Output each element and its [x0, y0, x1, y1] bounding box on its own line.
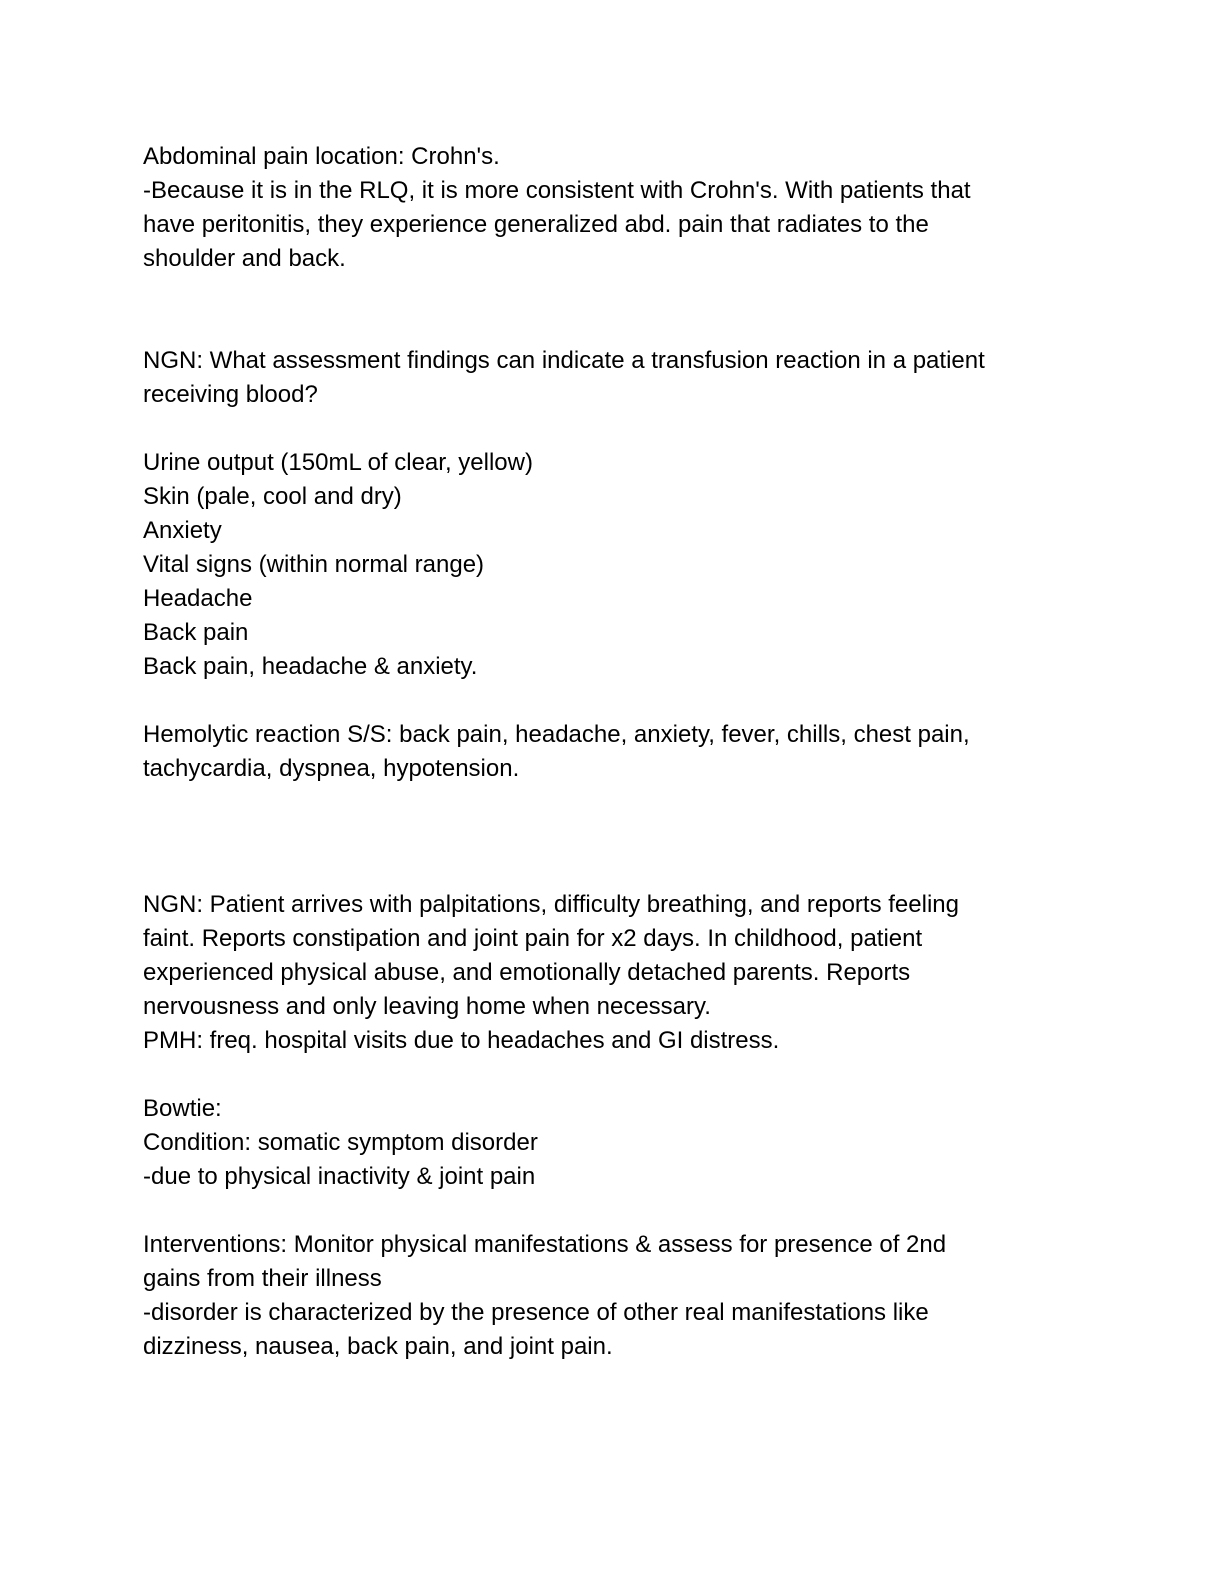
case-line: PMH: freq. hospital visits due to headaches and GI distress. [143, 1027, 780, 1054]
option-list [143, 446, 1083, 684]
list-item: Skin (pale, cool and dry) [143, 483, 402, 510]
text-line: tachycardia, dyspnea, hypotension. [143, 755, 520, 782]
case-line: nervousness and only leaving home when necessary. [143, 993, 711, 1020]
intervention-line: gains from their illness [143, 1265, 382, 1292]
list-item: Back pain, headache & anxiety. [143, 653, 478, 680]
list-item: Vital signs (within normal range) [143, 551, 485, 578]
intervention-line: -disorder is characterized by the presence of other real manifestations like [143, 1299, 929, 1326]
section-transfusion-reaction [143, 344, 1083, 786]
list-item: Urine output (150mL of clear, yellow) [143, 449, 533, 476]
bowtie-line: Condition: somatic symptom disorder [143, 1129, 538, 1156]
intervention-line: dizziness, nausea, back pain, and joint pain. [143, 1333, 613, 1360]
spacer [143, 786, 1083, 888]
intervention-line: Interventions: Monitor physical manifestations & assess for presence of 2nd [143, 1231, 947, 1258]
list-item: Headache [143, 585, 253, 612]
list-item: Anxiety [143, 517, 222, 544]
bowtie-line: -due to physical inactivity & joint pain [143, 1163, 536, 1190]
section-abdominal-pain [143, 140, 1083, 276]
text-line: -Because it is in the RLQ, it is more consistent with Crohn's. With patients that [143, 177, 971, 204]
text-line: Hemolytic reaction S/S: back pain, headache, anxiety, fever, chills, chest pain, [143, 721, 970, 748]
section-heading: Abdominal pain location: Crohn's. [143, 143, 500, 170]
spacer [143, 1058, 1083, 1092]
bowtie-line: Bowtie: [143, 1095, 222, 1122]
spacer [143, 412, 1083, 446]
case-line: faint. Reports constipation and joint pain for x2 days. In childhood, patient [143, 925, 923, 952]
spacer [143, 276, 1083, 344]
question-line: receiving blood? [143, 381, 318, 408]
section-somatic-case [143, 888, 1083, 1364]
text-line: shoulder and back. [143, 245, 346, 272]
case-line: experienced physical abuse, and emotionally detached parents. Reports [143, 959, 911, 986]
text-line: have peritonitis, they experience generalized abd. pain that radiates to the [143, 211, 929, 238]
document-body [143, 140, 1083, 1364]
spacer [143, 1194, 1083, 1228]
question-line: NGN: What assessment findings can indicate a transfusion reaction in a patient [143, 347, 985, 374]
list-item: Back pain [143, 619, 249, 646]
case-line: NGN: Patient arrives with palpitations, difficulty breathing, and reports feeling [143, 891, 959, 918]
spacer [143, 684, 1083, 718]
